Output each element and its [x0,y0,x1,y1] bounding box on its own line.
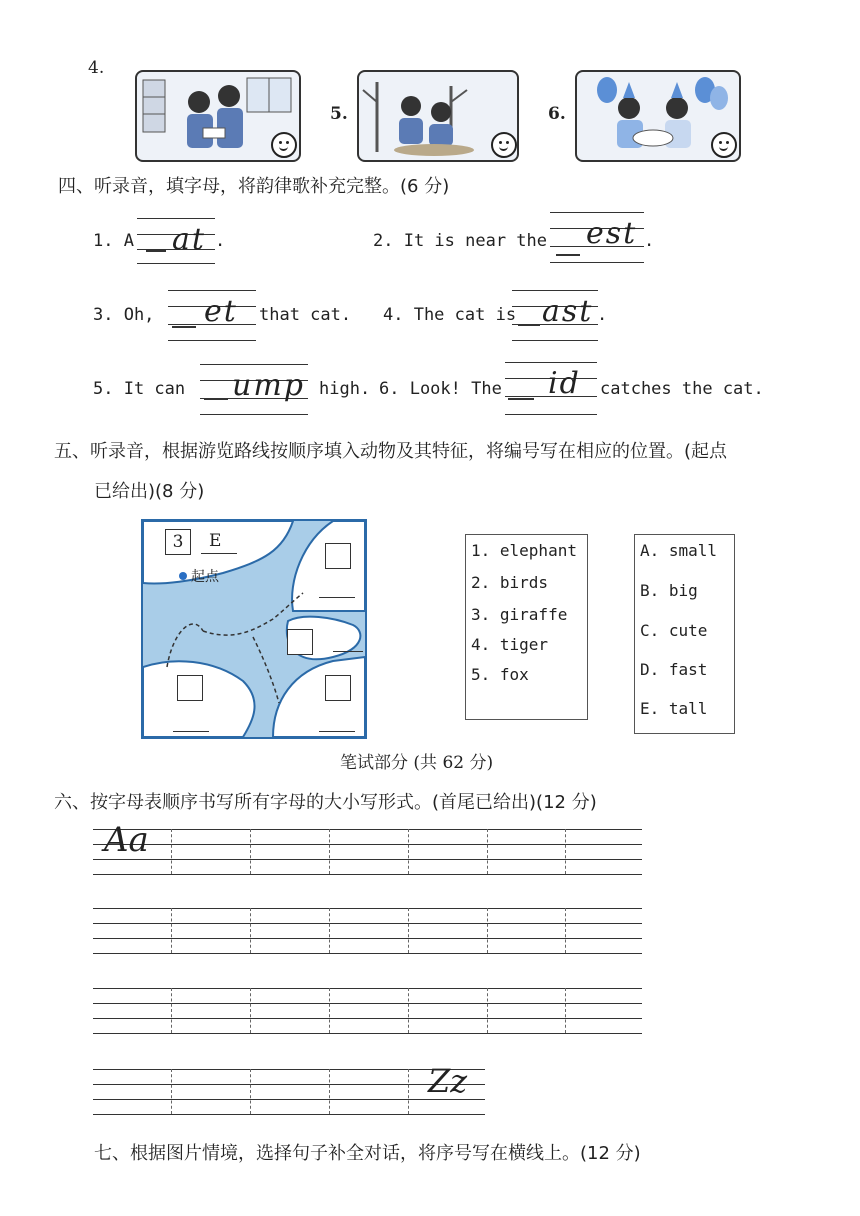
rhyme-item-6-suffix: catches the cat. [600,379,764,399]
picture-number-6: 6. [548,104,566,124]
rhyme-item-2-answer[interactable]: est [586,216,638,251]
picture-number-4: 4. [88,58,105,78]
rhyme-item-5-prefix: 5. It can [93,379,186,399]
picture-planting-trees [357,70,519,162]
feature-item: B. big [640,581,698,600]
rhyme-item-1-suffix: . [215,231,226,251]
section7-title: 七、根据图片情境，选择句子补全对话，将序号写在横线上。(12 分) [94,1143,641,1164]
given-number-box: 3 [165,529,191,555]
animal-item: 3. giraffe [471,605,568,624]
given-letter: E [209,531,222,551]
feature-item: D. fast [640,660,708,679]
rhyme-item-3-prefix: 3. Oh, [93,305,155,325]
rhyme-item-6-answer[interactable]: id [548,366,581,401]
animal-list-box [465,534,588,720]
animal-item: 1. elephant [471,541,577,560]
animal-item: 4. tiger [471,635,549,654]
section5-title-line1: 五、听录音，根据游览路线按顺序填入动物及其特征，将编号写在相应的位置。(起点 [54,441,728,462]
feature-item: C. cute [640,621,708,640]
last-letter-pair: Zz [428,1062,468,1100]
answer-line-top-right[interactable] [319,597,355,598]
smiley-face-icon[interactable] [271,132,297,158]
rhyme-item-6-prefix: 6. Look! The [379,379,502,399]
section5-title-line2: 已给出)(8 分) [94,481,205,502]
picture-students-reading [135,70,301,162]
picture-number-5: 5. [330,104,348,124]
rhyme-item-4-suffix: . [597,305,608,325]
picture-birthday-party [575,70,741,162]
answer-box-bottom-left[interactable] [177,675,203,701]
rhyme-item-5-answer[interactable]: ump [232,368,305,403]
animal-item: 2. birds [471,573,549,592]
answer-line-middle[interactable] [333,651,363,652]
answer-line-bottom-left[interactable] [173,731,209,732]
rhyme-item-2-prefix: 2. It is near the [373,231,547,251]
start-point-label: 起点 [191,569,219,585]
rhyme-item-2-suffix: . [644,231,655,251]
smiley-face-icon[interactable] [711,132,737,158]
feature-list-box [634,534,735,734]
section6-title: 六、按字母表顺序书写所有字母的大小写形式。(首尾已给出)(12 分) [54,792,597,813]
rhyme-item-4-answer[interactable]: ast [542,294,594,329]
zoo-route-map [141,519,367,739]
first-letter-pair: Aa [104,820,149,860]
animal-item: 5. fox [471,665,529,684]
feature-item: A. small [640,541,718,560]
answer-box-top-right[interactable] [325,543,351,569]
written-part-heading: 笔试部分 (共 62 分) [340,753,494,773]
feature-item: E. tall [640,699,708,718]
rhyme-item-4-prefix: 4. The cat is [383,305,517,325]
answer-box-bottom-right[interactable] [325,675,351,701]
smiley-face-icon[interactable] [491,132,517,158]
rhyme-item-3-answer[interactable]: et [204,294,238,329]
rhyme-item-5-suffix: high. [319,379,371,399]
answer-line-bottom-right[interactable] [319,731,355,732]
section4-title: 四、听录音，填字母，将韵律歌补充完整。(6 分) [58,176,450,197]
rhyme-item-1-answer[interactable]: at [172,222,206,257]
answer-box-middle[interactable] [287,629,313,655]
rhyme-item-3-suffix: that cat. [259,305,352,325]
rhyme-item-1-prefix: 1. A [93,231,134,251]
